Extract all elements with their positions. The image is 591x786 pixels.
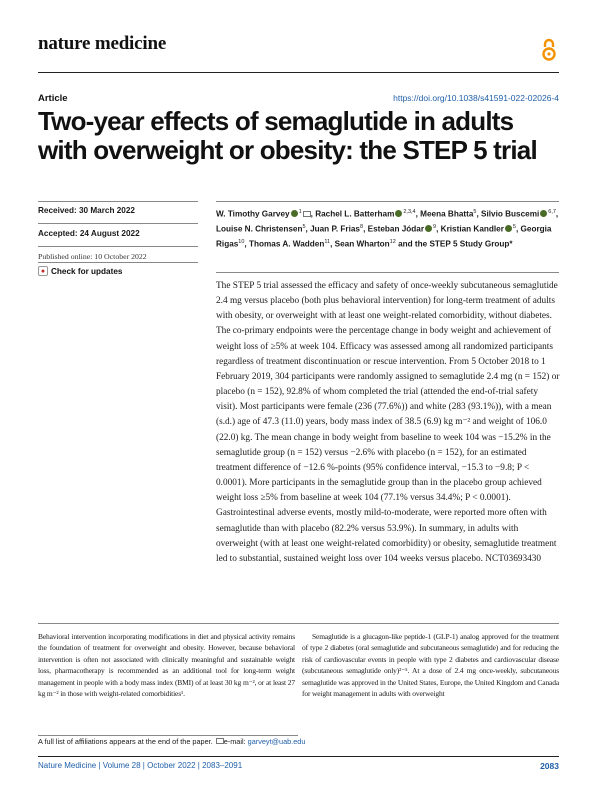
author-name[interactable]: Thomas A. Wadden (248, 239, 325, 249)
author-separator: , (476, 209, 482, 219)
article-title (38, 107, 568, 165)
affiliation-sup: 5 (302, 223, 306, 230)
author-name[interactable]: Louise N. Christensen (216, 224, 303, 234)
affiliation-sup: 2,3,4 (403, 209, 416, 215)
body-divider (38, 623, 559, 624)
dates-top-divider (38, 201, 198, 202)
affiliation-sup: 12 (389, 238, 396, 245)
body-column-1: Behavioral intervention incorporating modifications in diet and physical activity remains the foundation of treatment for overweight and obesity. However, because behavioral intervention is often not associated with clinically meaningful and sustainable weight loss, pharmacotherapy is recommended as an additional tool for long-term weight management in people with a body mass index (BMI) of at least 30 kg m⁻², or at least 27 kg m⁻² in those with weight-related comorbidities¹. (38, 632, 295, 699)
received-date: Received: 30 March 2022 (38, 206, 135, 215)
check-for-updates-icon: ● (38, 266, 48, 276)
author-separator: , (436, 224, 441, 234)
author-name[interactable]: Juan P. Frias (310, 224, 360, 234)
author-name[interactable]: Kristian Kandler (440, 224, 504, 234)
author-separator: , (330, 239, 335, 249)
author-separator: , (415, 209, 421, 219)
author-name[interactable]: Georgia Rigas (216, 224, 552, 249)
page-number: 2083 (540, 761, 559, 771)
affiliation-sup: 6,7 (548, 209, 556, 215)
authors-bottom-divider (216, 272, 559, 273)
email-icon (216, 738, 224, 744)
check-for-updates-label: Check for updates (51, 266, 123, 276)
affiliation-sup: 1 (298, 209, 302, 215)
orcid-icon[interactable] (395, 210, 402, 217)
dates-divider-3 (38, 262, 198, 263)
author-name[interactable]: W. Timothy Garvey (216, 209, 290, 219)
email-link[interactable]: garveyt@uab.edu (247, 737, 306, 746)
author-separator: , (244, 239, 249, 249)
doi-link[interactable]: https://doi.org/10.1038/s41591-022-02026-4 (393, 93, 559, 103)
author-separator: , (363, 224, 368, 234)
affiliation-sup: 8 (360, 223, 364, 230)
open-access-icon (541, 38, 557, 62)
body-column-2: Semaglutide is a glucagon-like peptide-1 (GLP-1) analog approved for the treatment of type 2 diabetes (oral semaglutide and subcutaneous semaglutide) and for reducing the risk of cardiovascular events in people with type 2 diabetes and cardiovascular disease (subcutaneous semaglutide only)²⁻⁵. At a dose of 2.4 mg once-weekly, subcutaneous semaglutide was approved in the United States, Europe, the United Kingdom and Canada for weight management in adults with overweight (302, 632, 559, 699)
study-group: and the STEP 5 Study Group* (398, 239, 513, 249)
author-name[interactable]: Silvio Buscemi (481, 209, 540, 219)
dates-divider-2 (38, 246, 198, 247)
author-list (216, 206, 566, 251)
citation-line[interactable]: Nature Medicine | Volume 28 | October 2022 | 2083–2091 (38, 761, 243, 770)
orcid-icon[interactable] (291, 210, 298, 217)
footnote-text: A full list of affiliations appears at the end of the paper. (38, 737, 213, 746)
author-name[interactable]: Meena Bhatta (420, 209, 474, 219)
author-separator: , (305, 224, 311, 234)
dates-divider-1 (38, 223, 198, 224)
abstract: The STEP 5 trial assessed the efficacy and safety of once-weekly subcutaneous semaglutide 2.4 mg versus placebo (both plus behavioral intervention) for long-term treatment of adults with obesity, or overweight with at least one weight-related comorbidity, without diabetes. The co-primary endpoints were the percentage change in body weight and achievement of weight loss of ≥5% at week 104. Efficacy was assessed among all randomized participants regardless of treatment discontinuation or rescue intervention. From 5 October 2018 to 1 February 2019, 304 participants were randomly assigned to semaglutide 2.4 mg (n = 152) or placebo (n = 152), 92.8% of whom completed the trial (attended the end-of-trial safety visit). Most participants were female (236 (77.6%)) and white (283 (93.1%)), with a mean (s.d.) age of 47.3 (11.0) years, body mass index of 38.5 (6.9) kg m⁻² and weight of 106.0 (22.0) kg. The mean change in body weight from baseline to week 104 was −15.2% in the semaglutide group (n = 152) versus −2.6% with placebo (n = 152), for an estimated treatment difference of −12.6 %-points (95% confidence interval, −15.3 to −9.8; P < 0.0001). More participants in the semaglutide group than in the placebo group achieved weight loss ≥5% from baseline at week 104 (77.1% versus 34.4%; P < 0.0001). Gastrointestinal adverse events, mostly mild-to-moderate, were reported more often with semaglutide than with placebo (82.2% versus 53.9%). In summary, in adults with overweight (with at least one weight-related comorbidity) or obesity, semaglutide treatment led to substantial, sustained weight loss over 104 weeks versus placebo. NCT03693430 (216, 281, 560, 564)
orcid-icon[interactable] (505, 225, 512, 232)
footer-divider (38, 756, 559, 757)
author-separator: , (310, 209, 316, 219)
header-divider (38, 72, 559, 73)
email-label: e-mail: (223, 737, 246, 746)
affiliation-sup: 5 (512, 223, 516, 230)
affiliation-sup: 5 (473, 209, 477, 215)
author-name[interactable]: Sean Wharton (334, 239, 390, 249)
affiliation-sup: 10 (238, 238, 245, 245)
article-type-label: Article (38, 93, 68, 104)
published-date: Published online: 10 October 2022 (38, 252, 147, 261)
accepted-date: Accepted: 24 August 2022 (38, 229, 140, 238)
journal-name[interactable]: nature medicine (38, 33, 167, 54)
affiliation-sup: 11 (324, 238, 331, 245)
orcid-icon[interactable] (425, 225, 432, 232)
author-separator: , (555, 209, 559, 219)
orcid-icon[interactable] (540, 210, 547, 217)
check-for-updates-button[interactable] (38, 266, 122, 276)
footnote-divider (38, 735, 298, 736)
author-name[interactable]: Esteban Jódar (367, 224, 425, 234)
affiliation-sup: 9 (433, 223, 437, 230)
title-line-2: with overweight or obesity: the STEP 5 trial (38, 135, 537, 165)
footnote (38, 737, 305, 746)
email-icon[interactable] (303, 211, 311, 217)
authors-top-divider (216, 201, 559, 202)
title-line-1: Two-year effects of semaglutide in adults (38, 106, 514, 136)
author-name[interactable]: Rachel L. Batterham (315, 209, 395, 219)
author-separator: , (515, 224, 521, 234)
